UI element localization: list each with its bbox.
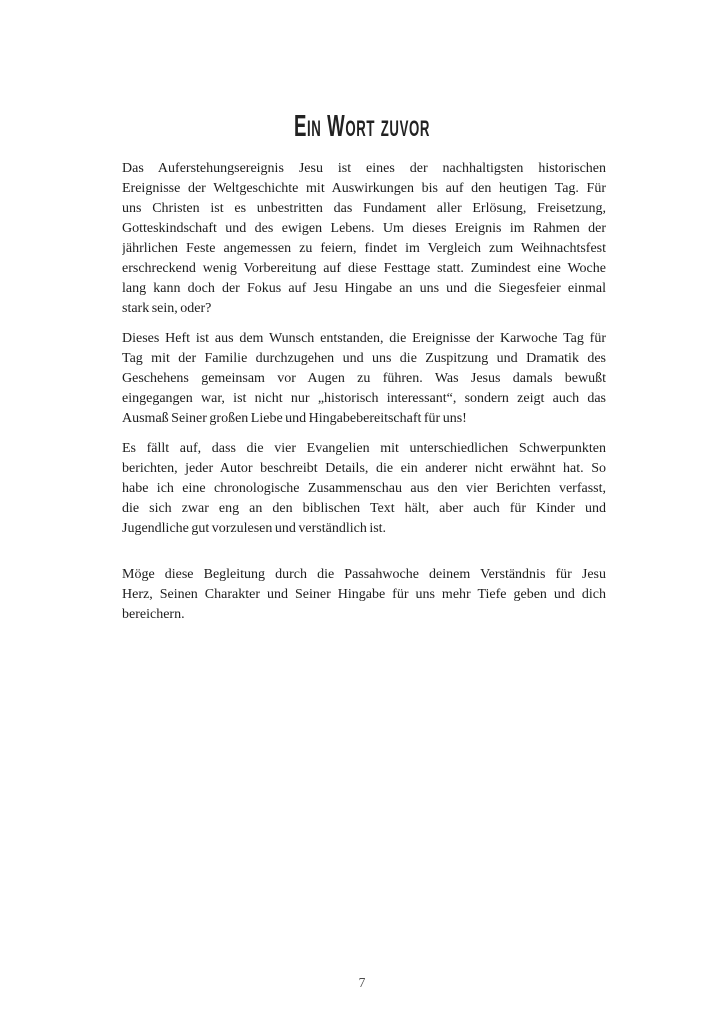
body-text — [122, 159, 606, 635]
paragraph — [122, 565, 606, 625]
text-line: habe ich eine chronologische Zusammenschau aus den vier Berichten verfasst, — [122, 481, 606, 496]
text-line: die sich zwar eng an den biblischen Text hält, aber auch für Kinder und — [122, 501, 606, 516]
paragraph — [122, 159, 606, 319]
text-line: Ereignisse der Weltgeschichte mit Auswirkungen bis auf den heutigen Tag. Für — [122, 181, 606, 196]
paragraph — [122, 329, 606, 429]
text-line: uns Christen ist es unbestritten das Fundament aller Erlösung, Freisetzung, — [122, 201, 606, 216]
text-line: Gotteskindschaft und des ewigen Lebens. Um dieses Ereignis im Rahmen der — [122, 221, 606, 236]
text-line: berichten, jeder Autor beschreibt Details, die ein anderer nicht erwähnt hat. So — [122, 461, 606, 476]
page-number: 7 — [358, 975, 366, 990]
text-line: eingegangen war, ist nicht nur „historisch interessant“, sondern zeigt auch das — [122, 391, 606, 406]
text-line: Tag mit der Familie durchzugehen und uns die Zuspitzung und Dramatik des — [122, 351, 606, 366]
text-line: Möge diese Begleitung durch die Passahwoche deinem Verständnis für Jesu — [122, 567, 606, 582]
text-line: Geschehens gemeinsam vor Augen zu führen. Was Jesus damals bewußt — [122, 371, 606, 386]
text-line: stark sein, oder? — [122, 301, 212, 316]
page-title: Ein Wort zuvor — [294, 108, 430, 143]
text-line: erschreckend wenig Vorbereitung auf diese Festtage statt. Zumindest eine Woche — [122, 261, 606, 276]
text-line: Ausmaß Seiner großen Liebe und Hingabebereitschaft für uns! — [122, 411, 467, 426]
text-line: Es fällt auf, dass die vier Evangelien mit unterschiedlichen Schwerpunkten — [122, 441, 606, 456]
text-line: Jugendliche gut vorzulesen und verständlich ist. — [122, 521, 387, 536]
text-line: lang kann doch der Fokus auf Jesu Hingabe an uns und die Siegesfeier einmal — [122, 281, 606, 296]
text-line: jährlichen Feste angemessen zu feiern, findet im Vergleich zum Weihnachtsfest — [122, 241, 606, 256]
text-line: bereichern. — [122, 607, 185, 622]
paragraph — [122, 439, 606, 539]
text-line: Das Auferstehungsereignis Jesu ist eines der nachhaltigsten historischen — [122, 161, 606, 176]
text-line: Dieses Heft ist aus dem Wunsch entstanden, die Ereignisse der Karwoche Tag für — [122, 331, 606, 346]
text-line: Herz, Seinen Charakter und Seiner Hingabe für uns mehr Tiefe geben und dich — [122, 587, 606, 602]
